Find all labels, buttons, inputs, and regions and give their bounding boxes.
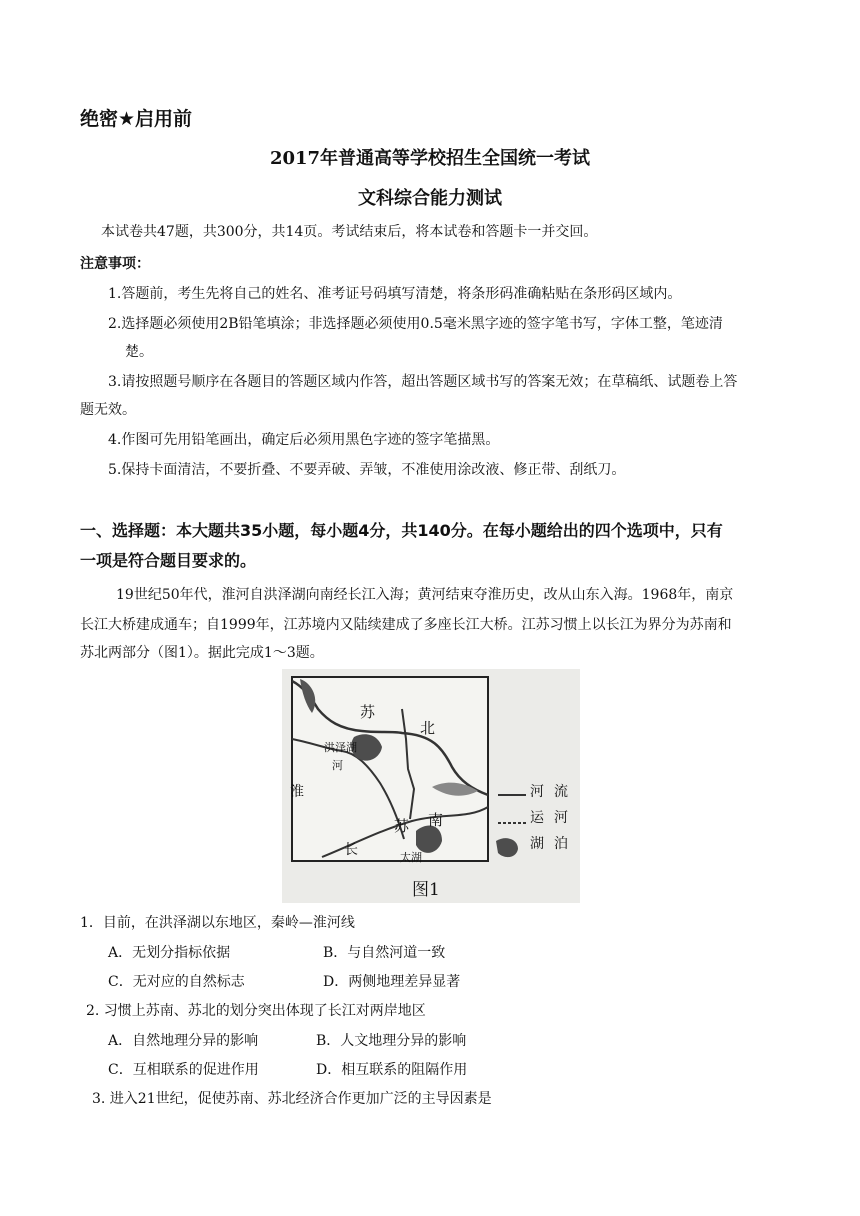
question-1-option-a: A．无划分指标依据	[108, 945, 231, 961]
figure-caption: 图1	[412, 880, 440, 900]
exam-subtitle: 文科综合能力测试	[358, 188, 502, 209]
intro-text: 本试卷共47题，共300分，共14页。考试结束后，将本试卷和答题卡一并交回。	[101, 224, 598, 240]
map-label-tai-lake: 太湖	[400, 851, 422, 864]
map-label-nan: 南	[428, 811, 444, 829]
passage-line-1: 19世纪50年代，淮河自洪泽湖向南经长江入海；黄河结束夺淮历史，改从山东入海。1968年，南京	[116, 587, 734, 603]
map-label-he: 河	[332, 759, 343, 772]
notes-item-3: 3.请按照题号顺序在各题目的答题区域内作答，超出答题区域书写的答案无效；在草稿纸、试题卷上答	[108, 374, 738, 390]
exam-title: 2017年普通高等学校招生全国统一考试	[269, 148, 591, 169]
map-label-bei: 北	[420, 719, 436, 737]
section-heading: 一、选择题：本大题共35小题，每小题4分，共140分。在每小题给出的四个选项中，只有	[80, 521, 723, 540]
passage-line-3: 苏北两部分（图1）。据此完成1～3题。	[80, 645, 324, 661]
section-heading-cont: 一项是符合题目要求的。	[80, 551, 257, 570]
passage-line-2: 长江大桥建成通车；自1999年，江苏境内又陆续建成了多座长江大桥。江苏习惯上以长江为界分为苏南和	[80, 617, 732, 633]
question-2-option-c: C．互相联系的促进作用	[108, 1062, 259, 1078]
notes-item-4: 4.作图可先用铅笔画出，确定后必须用黑色字迹的签字笔描黑。	[108, 432, 500, 448]
map-label-su-south: 苏	[394, 817, 410, 835]
map-frame	[292, 677, 488, 861]
question-1-stem: 1．目前，在洪泽湖以东地区，秦岭—淮河线	[80, 915, 355, 931]
map-figure	[282, 669, 580, 903]
legend-col-1: 河运湖	[530, 784, 544, 852]
notes-item-5: 5.保持卡面清洁，不要折叠、不要弄破、弄皱，不准使用涂改液、修正带、刮纸刀。	[108, 462, 626, 478]
map-label-su: 苏	[360, 703, 376, 721]
map-label-huai: 淮	[290, 784, 304, 800]
question-3-stem: 3. 进入21世纪，促使苏南、苏北经济合作更加广泛的主导因素是	[92, 1091, 492, 1107]
question-1-option-c: C．无对应的自然标志	[108, 974, 245, 990]
map-label-chang: 长	[344, 842, 358, 858]
notes-item-1: 1.答题前，考生先将自己的姓名、准考证号码填写清楚，将条形码准确粘贴在条形码区域内。	[108, 286, 682, 302]
question-1-option-b: B．与自然河道一致	[323, 945, 446, 961]
map-label-hongze-lake: 洪泽湖	[324, 741, 357, 754]
notes-heading: 注意事项：	[80, 256, 150, 272]
question-2-option-d: D．相互联系的阻隔作用	[316, 1062, 468, 1078]
notes-item-2-cont: 楚。	[125, 344, 153, 360]
legend-col-2: 流河泊	[554, 784, 568, 852]
question-2-option-b: B．人文地理分异的影响	[316, 1033, 467, 1049]
question-2-option-a: A．自然地理分异的影响	[108, 1033, 259, 1049]
question-2-stem: 2. 习惯上苏南、苏北的划分突出体现了长江对两岸地区	[86, 1003, 426, 1019]
notes-item-2: 2.选择题必须使用2B铅笔填涂；非选择题必须使用0.5毫米黑字迹的签字笔书写，字体工整，笔迹清	[108, 316, 723, 332]
question-1-option-d: D．两侧地理差异显著	[323, 974, 461, 990]
notes-item-3-cont: 题无效。	[80, 402, 136, 418]
secret-label: 绝密★启用前	[80, 108, 193, 130]
